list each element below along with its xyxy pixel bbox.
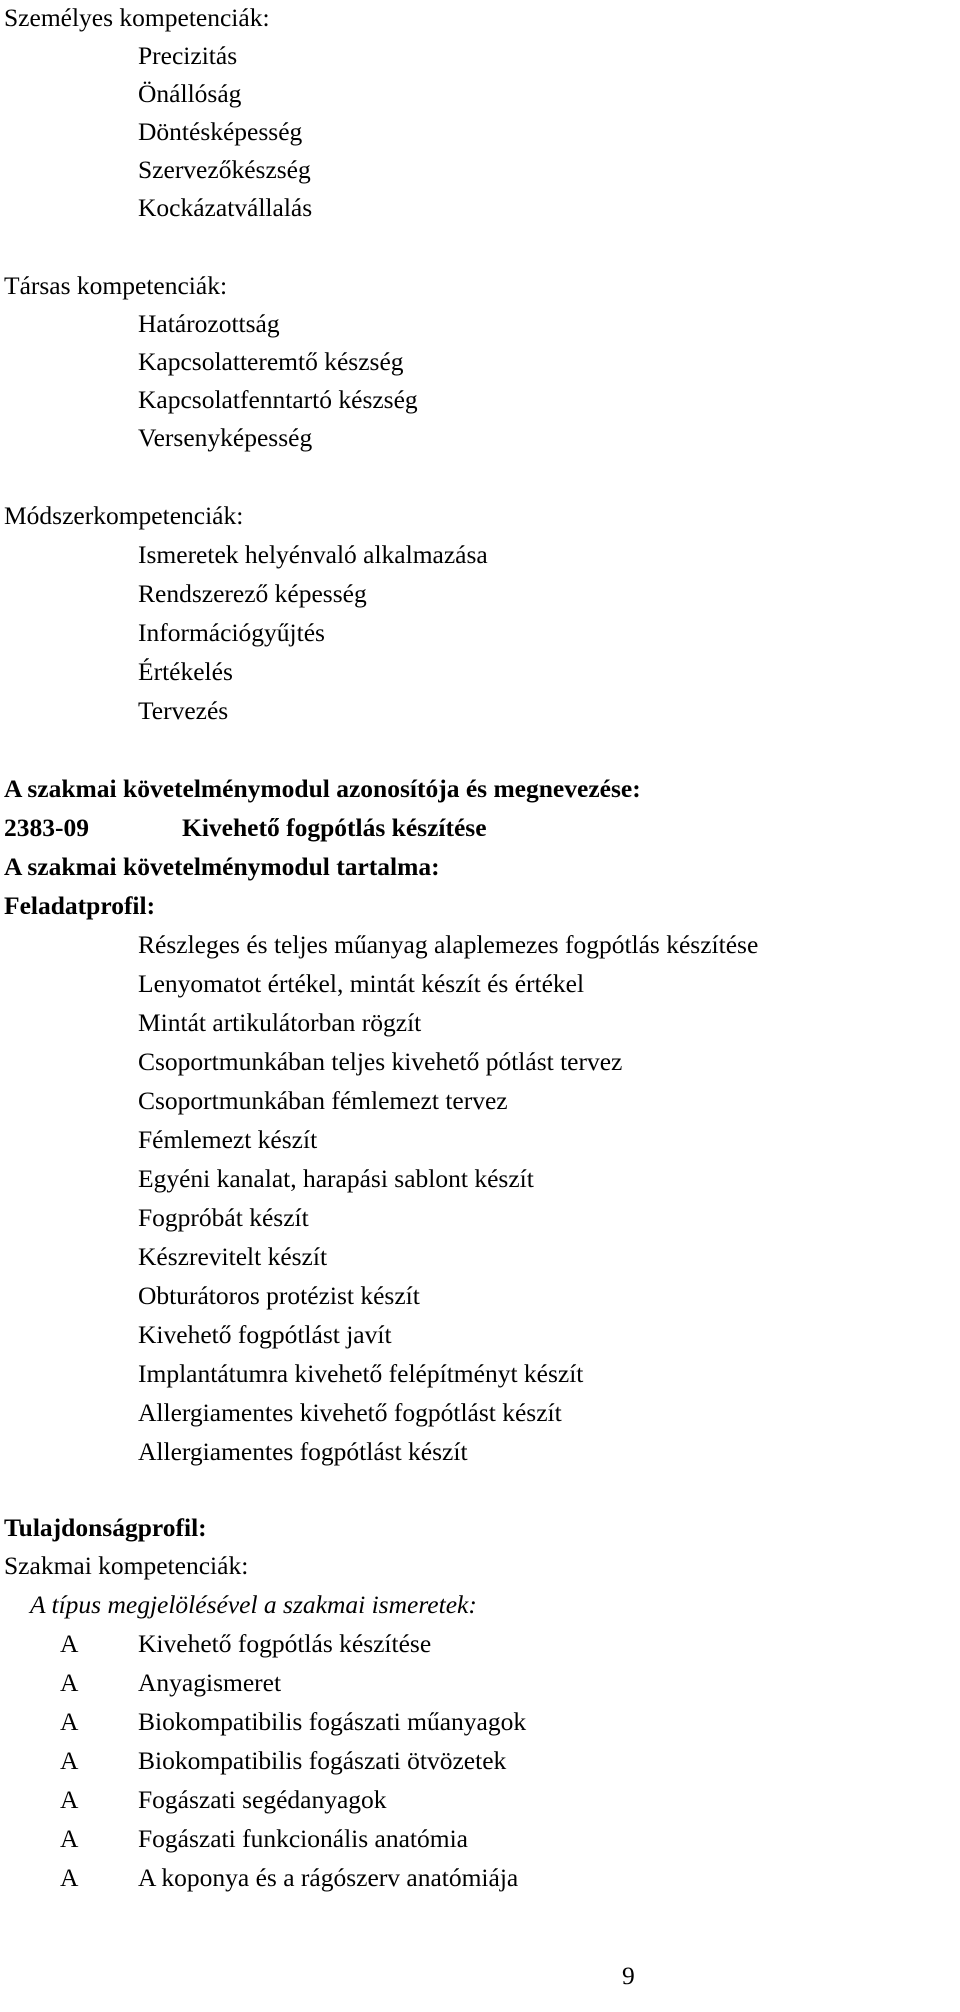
- list-item: Allergiamentes kivehető fogpótlást készít: [138, 1398, 562, 1427]
- list-item: Önállóság: [138, 79, 242, 108]
- list-item: Fémlemezt készít: [138, 1125, 318, 1154]
- heading-modszerkompetenciak: Módszerkompetenciák:: [4, 501, 244, 530]
- table-row: [60, 1704, 526, 1740]
- list-item: Csoportmunkában fémlemezt tervez: [138, 1086, 508, 1115]
- heading-szemelyes-kompetenciak: Személyes kompetenciák:: [4, 3, 270, 32]
- list-item: Döntésképesség: [138, 117, 303, 146]
- knowledge-item: Fogászati funkcionális anatómia: [138, 1824, 468, 1853]
- module-name: Kivehető fogpótlás készítése: [182, 813, 487, 842]
- heading-feladatprofil: Feladatprofil:: [4, 891, 156, 920]
- list-item: Versenyképesség: [138, 423, 313, 452]
- list-item: Határozottság: [138, 309, 280, 338]
- type-code: A: [60, 1629, 79, 1658]
- module-code-line: [4, 810, 487, 846]
- list-item: Részleges és teljes műanyag alaplemezes fogpótlás készítése: [138, 930, 759, 959]
- module-code: 2383-09: [4, 813, 89, 842]
- module-content-heading: A szakmai követelménymodul tartalma:: [4, 852, 440, 881]
- heading-tulajdonsagprofil: Tulajdonságprofil:: [4, 1513, 207, 1542]
- type-code: A: [60, 1785, 79, 1814]
- table-row: [60, 1860, 518, 1896]
- list-item: Csoportmunkában teljes kivehető pótlást tervez: [138, 1047, 623, 1076]
- knowledge-item: Anyagismeret: [138, 1668, 282, 1697]
- list-item: Kapcsolatfenntartó készség: [138, 385, 418, 414]
- list-item: Értékelés: [138, 657, 233, 686]
- list-item: Információgyűjtés: [138, 618, 325, 647]
- module-id-heading: A szakmai követelménymodul azonosítója és megnevezése:: [4, 774, 641, 803]
- knowledge-item: Fogászati segédanyagok: [138, 1785, 387, 1814]
- table-row: [60, 1665, 281, 1701]
- knowledge-item: Biokompatibilis fogászati műanyagok: [138, 1707, 527, 1736]
- list-item: Kapcsolatteremtő készség: [138, 347, 404, 376]
- list-item: Allergiamentes fogpótlást készít: [138, 1437, 468, 1466]
- list-item: Precizitás: [138, 41, 238, 70]
- type-code: A: [60, 1668, 79, 1697]
- list-item: Kivehető fogpótlást javít: [138, 1320, 392, 1349]
- type-code: A: [60, 1863, 79, 1892]
- list-item: Készrevitelt készít: [138, 1242, 328, 1271]
- list-item: Lenyomatot értékel, mintát készít és értékel: [138, 969, 585, 998]
- list-item: Egyéni kanalat, harapási sablont készít: [138, 1164, 534, 1193]
- list-item: Ismeretek helyénvaló alkalmazása: [138, 540, 488, 569]
- list-item: Rendszerező képesség: [138, 579, 367, 608]
- table-row: [60, 1743, 506, 1779]
- knowledge-item: A koponya és a rágószerv anatómiája: [138, 1863, 519, 1892]
- knowledge-item: Biokompatibilis fogászati ötvözetek: [138, 1746, 507, 1775]
- list-item: Szervezőkészség: [138, 155, 311, 184]
- knowledge-item: Kivehető fogpótlás készítése: [138, 1629, 432, 1658]
- list-item: Implantátumra kivehető felépítményt készít: [138, 1359, 584, 1388]
- table-row: [60, 1821, 468, 1857]
- list-item: Fogpróbát készít: [138, 1203, 309, 1232]
- heading-szakmai-kompetenciak: Szakmai kompetenciák:: [4, 1551, 249, 1580]
- type-note: A típus megjelölésével a szakmai ismeretek:: [30, 1590, 477, 1619]
- heading-tarsas-kompetenciak: Társas kompetenciák:: [4, 271, 228, 300]
- list-item: Tervezés: [138, 696, 229, 725]
- table-row: [60, 1782, 387, 1818]
- type-code: A: [60, 1746, 79, 1775]
- list-item: Kockázatvállalás: [138, 193, 313, 222]
- table-row: [60, 1626, 431, 1662]
- list-item: Obturátoros protézist készít: [138, 1281, 420, 1310]
- list-item: Mintát artikulátorban rögzít: [138, 1008, 422, 1037]
- type-code: A: [60, 1707, 79, 1736]
- page-number: 9: [622, 1961, 635, 1990]
- type-code: A: [60, 1824, 79, 1853]
